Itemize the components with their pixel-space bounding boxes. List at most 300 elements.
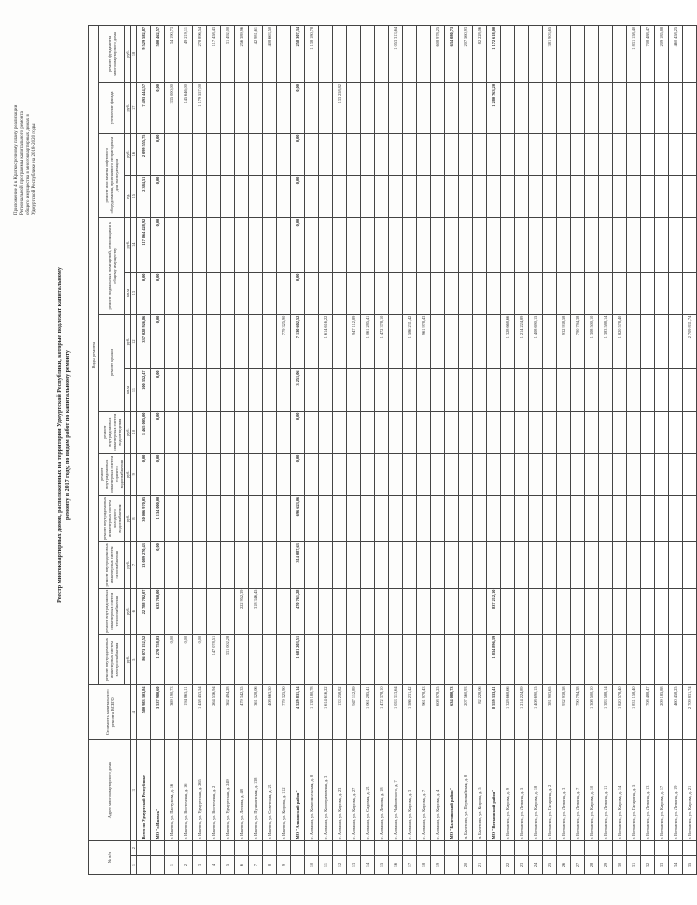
value-cell — [445, 133, 459, 175]
value-cell — [557, 634, 571, 685]
value-cell — [641, 453, 655, 495]
value-cell — [361, 272, 375, 314]
row-number: 10 — [305, 856, 319, 875]
unit-rub: руб. — [125, 26, 131, 83]
value-cell: 0,00 — [291, 83, 305, 134]
value-cell — [347, 495, 361, 541]
value-cell — [263, 272, 277, 314]
value-cell — [571, 453, 585, 495]
value-cell — [431, 175, 445, 217]
annex-line: Удмуртской Республике на 2018-2020 годы — [32, 123, 37, 215]
row-mark — [557, 841, 571, 856]
value-cell: 1 308 500,10 — [585, 314, 599, 369]
value-cell — [193, 272, 207, 314]
value-cell — [417, 588, 431, 634]
value-cell — [487, 314, 501, 369]
value-cell: 1 831 158,40 — [627, 26, 641, 83]
value-cell: 314 087,63 — [291, 542, 305, 588]
value-cell — [683, 217, 697, 272]
value-cell — [347, 453, 361, 495]
value-cell — [361, 411, 375, 453]
column-number: 11 — [131, 369, 137, 411]
value-cell — [347, 133, 361, 175]
value-cell — [207, 369, 221, 411]
value-cell: 278 896,54 — [193, 26, 207, 83]
value-cell — [221, 272, 235, 314]
header-hot-water: ремонт внутридомовых инженерных систем горячего водоснабжения — [99, 453, 125, 495]
value-cell — [361, 542, 375, 588]
total-cell: 1 053 313,64 — [389, 685, 403, 740]
value-cell — [319, 26, 333, 83]
value-cell — [193, 495, 207, 541]
value-cell — [431, 133, 445, 175]
value-cell — [599, 26, 613, 83]
value-cell: 381 903,65 — [543, 26, 557, 83]
value-cell — [543, 411, 557, 453]
value-cell — [305, 588, 319, 634]
address-cell: г. Воткинск, ул. Ленина, д. 5 — [515, 740, 529, 841]
value-cell — [585, 217, 599, 272]
value-cell — [179, 369, 193, 411]
value-cell — [417, 542, 431, 588]
row-number: 7 — [249, 856, 263, 875]
value-cell — [459, 272, 473, 314]
value-cell — [361, 83, 375, 134]
value-cell — [487, 175, 501, 217]
value-cell — [375, 83, 389, 134]
column-number: 12 — [131, 314, 137, 369]
value-cell: 2 709 831,74 — [683, 314, 697, 369]
address-cell: г. Воткинск, ул. Кирова, д. 9 — [501, 740, 515, 841]
value-cell — [529, 217, 543, 272]
value-cell — [333, 26, 347, 83]
value-cell — [683, 453, 697, 495]
row-mark — [487, 841, 501, 856]
table-row — [179, 26, 193, 875]
table-row — [543, 26, 557, 875]
value-cell — [235, 314, 249, 369]
annex-note — [14, 105, 38, 215]
value-cell: 708 488,47 — [641, 26, 655, 83]
value-cell — [305, 133, 319, 175]
row-mark — [347, 841, 361, 856]
value-cell: 86 073 152,52 — [137, 634, 151, 685]
column-number: 1 — [131, 856, 137, 875]
value-cell — [389, 175, 403, 217]
row-mark — [627, 841, 641, 856]
value-cell — [207, 411, 221, 453]
value-cell — [263, 542, 277, 588]
value-cell — [529, 453, 543, 495]
row-number: 16 — [389, 856, 403, 875]
value-cell — [305, 175, 319, 217]
total-cell: 1 308 500,10 — [585, 685, 599, 740]
column-number: 5 — [131, 634, 137, 685]
value-cell — [347, 369, 361, 411]
value-cell — [347, 411, 361, 453]
table-row — [375, 26, 389, 875]
value-cell — [613, 26, 627, 83]
column-number: 17 — [131, 83, 137, 134]
value-cell — [557, 495, 571, 541]
value-cell — [431, 411, 445, 453]
address-cell: г. Воткинск, ул. Ленина, д. 3 — [557, 740, 571, 841]
value-cell: 0,00 — [151, 272, 165, 314]
value-cell — [459, 83, 473, 134]
address-cell: г. Ижевск, ул. Удмуртская, д. 249 — [221, 740, 235, 841]
value-cell — [669, 133, 683, 175]
value-cell — [529, 542, 543, 588]
value-cell — [403, 634, 417, 685]
row-mark — [459, 841, 473, 856]
value-cell: 31 492,00 — [221, 26, 235, 83]
value-cell — [249, 453, 263, 495]
value-cell — [613, 495, 627, 541]
value-cell — [221, 133, 235, 175]
header-total: Стоимость капитального ремонта ВСЕГО — [89, 685, 131, 740]
value-cell — [249, 411, 263, 453]
address-cell: г. Ижевск, ул. Восточная, д. 2 — [207, 740, 221, 841]
value-cell — [207, 175, 221, 217]
value-cell — [683, 272, 697, 314]
value-cell — [473, 411, 487, 453]
value-cell: 1 408 690,15 — [529, 314, 543, 369]
value-cell — [277, 26, 291, 83]
address-cell: с. Алнаши, ул. Комсомольская, д. 8 — [305, 740, 319, 841]
value-cell — [403, 83, 417, 134]
value-cell — [571, 542, 585, 588]
table-row — [473, 26, 487, 875]
value-cell — [473, 133, 487, 175]
column-number: 4 — [131, 685, 137, 740]
address-cell: г. Ижевск, ул. Удмуртская, д. 265 — [193, 740, 207, 841]
value-cell — [179, 314, 193, 369]
row-mark — [305, 841, 319, 856]
value-cell — [543, 133, 557, 175]
total-cell: 264 536,94 — [207, 685, 221, 740]
value-cell — [389, 411, 403, 453]
value-cell — [221, 314, 235, 369]
municipality-row — [151, 26, 165, 875]
value-cell: 0,00 — [151, 369, 165, 411]
value-cell — [571, 217, 585, 272]
value-cell — [599, 175, 613, 217]
value-cell: 0,00 — [291, 133, 305, 175]
value-cell — [277, 542, 291, 588]
value-cell: 932 938,58 — [557, 314, 571, 369]
row-mark — [375, 841, 389, 856]
value-cell — [529, 26, 543, 83]
value-cell — [207, 588, 221, 634]
table-row — [501, 26, 515, 875]
value-cell: 1 280 763,20 — [487, 83, 501, 134]
value-cell — [529, 369, 543, 411]
value-cell — [655, 411, 669, 453]
value-cell — [529, 133, 543, 175]
municipality-row — [487, 26, 501, 875]
total-cell: 580 983 303,84 — [137, 685, 151, 740]
address-cell: с. Алнаши, ул. Чайковского, д. 7 — [389, 740, 403, 841]
value-cell — [361, 495, 375, 541]
row-mark — [683, 841, 697, 856]
value-cell — [403, 272, 417, 314]
row-mark — [221, 841, 235, 856]
address-cell: г. Ижевск, ул. Советская, д. 21 — [263, 740, 277, 841]
row-mark — [641, 841, 655, 856]
value-cell: 1 179 557,00 — [193, 83, 207, 134]
row-number: 34 — [669, 856, 683, 875]
address-cell: с. Алнаши, ул. Кирова, д. 4 — [431, 740, 445, 841]
value-cell: 0,00 — [291, 175, 305, 217]
value-cell — [347, 83, 361, 134]
value-cell — [515, 411, 529, 453]
value-cell — [627, 411, 641, 453]
value-cell — [641, 369, 655, 411]
value-cell — [613, 588, 627, 634]
value-cell: 634 080,73 — [445, 26, 459, 83]
value-cell — [585, 634, 599, 685]
unit-rub: руб. — [125, 495, 131, 541]
row-mark — [291, 841, 305, 856]
total-cell: 1 061 285,41 — [361, 685, 375, 740]
document-title — [56, 85, 72, 785]
address-cell: г. Воткинск, ул. Ленина, д. 7 — [571, 740, 585, 841]
value-cell: 207 560,93 — [459, 26, 473, 83]
value-cell — [263, 411, 277, 453]
value-cell — [557, 411, 571, 453]
value-cell — [333, 369, 347, 411]
value-cell — [417, 175, 431, 217]
value-cell — [669, 272, 683, 314]
value-cell — [165, 588, 179, 634]
value-cell — [179, 217, 193, 272]
row-number — [445, 856, 459, 875]
value-cell: 100 352,47 — [137, 369, 151, 411]
value-cell — [655, 634, 669, 685]
value-cell — [473, 83, 487, 134]
total-cell: 634 080,73 — [445, 685, 459, 740]
table-row — [571, 26, 585, 875]
table-row — [655, 26, 669, 875]
value-cell — [683, 83, 697, 134]
value-cell — [571, 83, 585, 134]
value-cell — [263, 588, 277, 634]
row-number: 35 — [683, 856, 697, 875]
value-cell — [613, 272, 627, 314]
row-number: 23 — [515, 856, 529, 875]
value-cell — [193, 542, 207, 588]
value-cell — [333, 272, 347, 314]
value-cell: 0,00 — [151, 83, 165, 134]
value-cell — [487, 272, 501, 314]
value-cell — [249, 175, 263, 217]
value-cell — [459, 175, 473, 217]
value-cell — [179, 133, 193, 175]
value-cell — [207, 217, 221, 272]
value-cell — [193, 175, 207, 217]
row-mark — [249, 841, 263, 856]
value-cell — [333, 634, 347, 685]
value-cell — [193, 588, 207, 634]
value-cell — [417, 453, 431, 495]
table-row — [249, 26, 263, 875]
value-cell — [347, 175, 361, 217]
value-cell — [207, 83, 221, 134]
row-mark — [179, 841, 193, 856]
value-cell — [487, 369, 501, 411]
value-cell — [319, 217, 333, 272]
value-cell: 779 325,90 — [277, 314, 291, 369]
value-cell — [347, 217, 361, 272]
total-cell: 408 663,50 — [263, 685, 277, 740]
value-cell: 0,00 — [151, 133, 165, 175]
value-cell — [431, 588, 445, 634]
value-cell — [235, 272, 249, 314]
value-cell — [501, 495, 515, 541]
row-number: 14 — [361, 856, 375, 875]
row-mark — [585, 841, 599, 856]
value-cell: 0,00 — [151, 411, 165, 453]
value-cell — [515, 83, 529, 134]
value-cell — [543, 542, 557, 588]
value-cell — [403, 453, 417, 495]
value-cell — [571, 272, 585, 314]
total-cell: 362 494,28 — [221, 685, 235, 740]
address-cell: г. Ижевск, ул. Кирова, д. 112 — [277, 740, 291, 841]
annex-line: Приложение 4 к Краткосрочному плану реализации — [14, 104, 19, 215]
value-cell — [193, 217, 207, 272]
value-cell — [263, 314, 277, 369]
value-cell — [515, 495, 529, 541]
header-heat: ремонт внутридомовых инженерных систем теплоснабжения — [99, 588, 125, 634]
table-row — [319, 26, 333, 875]
value-cell — [683, 133, 697, 175]
value-cell — [459, 634, 473, 685]
value-cell — [263, 369, 277, 411]
unit-rub: руб. — [125, 314, 131, 369]
table-row — [277, 26, 291, 875]
value-cell: 1 383 588,14 — [599, 314, 613, 369]
address-cell: г. Воткинск, ул. Кирова, д. 21 — [683, 740, 697, 841]
value-cell: 1 172 618,00 — [487, 26, 501, 83]
row-mark — [669, 841, 683, 856]
value-cell: 82 228,06 — [473, 26, 487, 83]
title-line-1: Реестр многоквартирных домов, расположенных на территории Удмуртской Республики, которые подлежат капитальному — [57, 267, 63, 603]
value-cell: 1 472 378,10 — [375, 314, 389, 369]
value-cell — [249, 369, 263, 411]
value-cell — [627, 495, 641, 541]
value-cell — [515, 634, 529, 685]
value-cell — [529, 272, 543, 314]
column-number: 7 — [131, 542, 137, 588]
value-cell — [459, 369, 473, 411]
value-cell — [613, 542, 627, 588]
address-cell: с. Алнаши, ул. Кооперативная, д. 3 — [319, 740, 333, 841]
header-basement: ремонт подвальных помещений, относящихся к общему имуществу — [99, 217, 125, 314]
value-cell — [473, 542, 487, 588]
value-cell — [263, 133, 277, 175]
row-number — [291, 856, 305, 875]
value-cell — [613, 133, 627, 175]
value-cell — [445, 369, 459, 411]
value-cell: 633 760,00 — [151, 588, 165, 634]
value-cell — [389, 588, 403, 634]
value-cell — [431, 453, 445, 495]
value-cell — [515, 453, 529, 495]
value-cell — [655, 453, 669, 495]
row-number: 31 — [627, 856, 641, 875]
value-cell — [431, 272, 445, 314]
value-cell — [193, 411, 207, 453]
value-cell — [599, 272, 613, 314]
value-cell — [613, 369, 627, 411]
total-cell: 932 938,58 — [557, 685, 571, 740]
value-cell — [641, 588, 655, 634]
value-cell — [179, 272, 193, 314]
value-cell — [627, 133, 641, 175]
row-number: 20 — [459, 856, 473, 875]
row-number: 13 — [347, 856, 361, 875]
value-cell: 22 788 702,07 — [137, 588, 151, 634]
value-cell — [319, 542, 333, 588]
value-cell — [557, 217, 571, 272]
address-cell: г. Ижевск, ул. Ленина, д. 48 — [235, 740, 249, 841]
value-cell — [529, 495, 543, 541]
value-cell: 0,00 — [291, 453, 305, 495]
value-cell — [473, 588, 487, 634]
value-cell — [361, 369, 375, 411]
value-cell: 947 112,89 — [347, 314, 361, 369]
value-cell: 9 529 582,87 — [137, 26, 151, 83]
value-cell — [277, 133, 291, 175]
unit-rub: руб. — [125, 588, 131, 634]
value-cell — [599, 453, 613, 495]
value-cell — [221, 217, 235, 272]
value-cell — [669, 542, 683, 588]
value-cell — [627, 314, 641, 369]
value-cell — [431, 369, 445, 411]
value-cell — [655, 369, 669, 411]
value-cell: 117 458,43 — [207, 26, 221, 83]
value-cell — [207, 495, 221, 541]
value-cell — [431, 634, 445, 685]
value-cell — [445, 634, 459, 685]
value-cell — [683, 542, 697, 588]
column-number: 2 — [131, 841, 137, 856]
value-cell — [389, 217, 403, 272]
address-cell: с. Алнаши, ул. Кирова, д. 27 — [347, 740, 361, 841]
value-cell — [319, 411, 333, 453]
total-cell: 194 865,11 — [179, 685, 193, 740]
value-cell — [445, 453, 459, 495]
row-number: 5 — [221, 856, 235, 875]
value-cell — [613, 175, 627, 217]
value-cell — [235, 495, 249, 541]
table-row — [515, 26, 529, 875]
row-mark — [137, 841, 151, 856]
value-cell: 209 185,88 — [655, 26, 669, 83]
value-cell — [193, 314, 207, 369]
unit-rub: руб. — [125, 411, 131, 453]
value-cell — [515, 369, 529, 411]
row-mark — [655, 841, 669, 856]
value-cell: 258 307,34 — [291, 26, 305, 83]
value-cell — [515, 542, 529, 588]
value-cell — [403, 26, 417, 83]
value-cell — [277, 453, 291, 495]
value-cell — [221, 495, 235, 541]
column-number: 6 — [131, 588, 137, 634]
